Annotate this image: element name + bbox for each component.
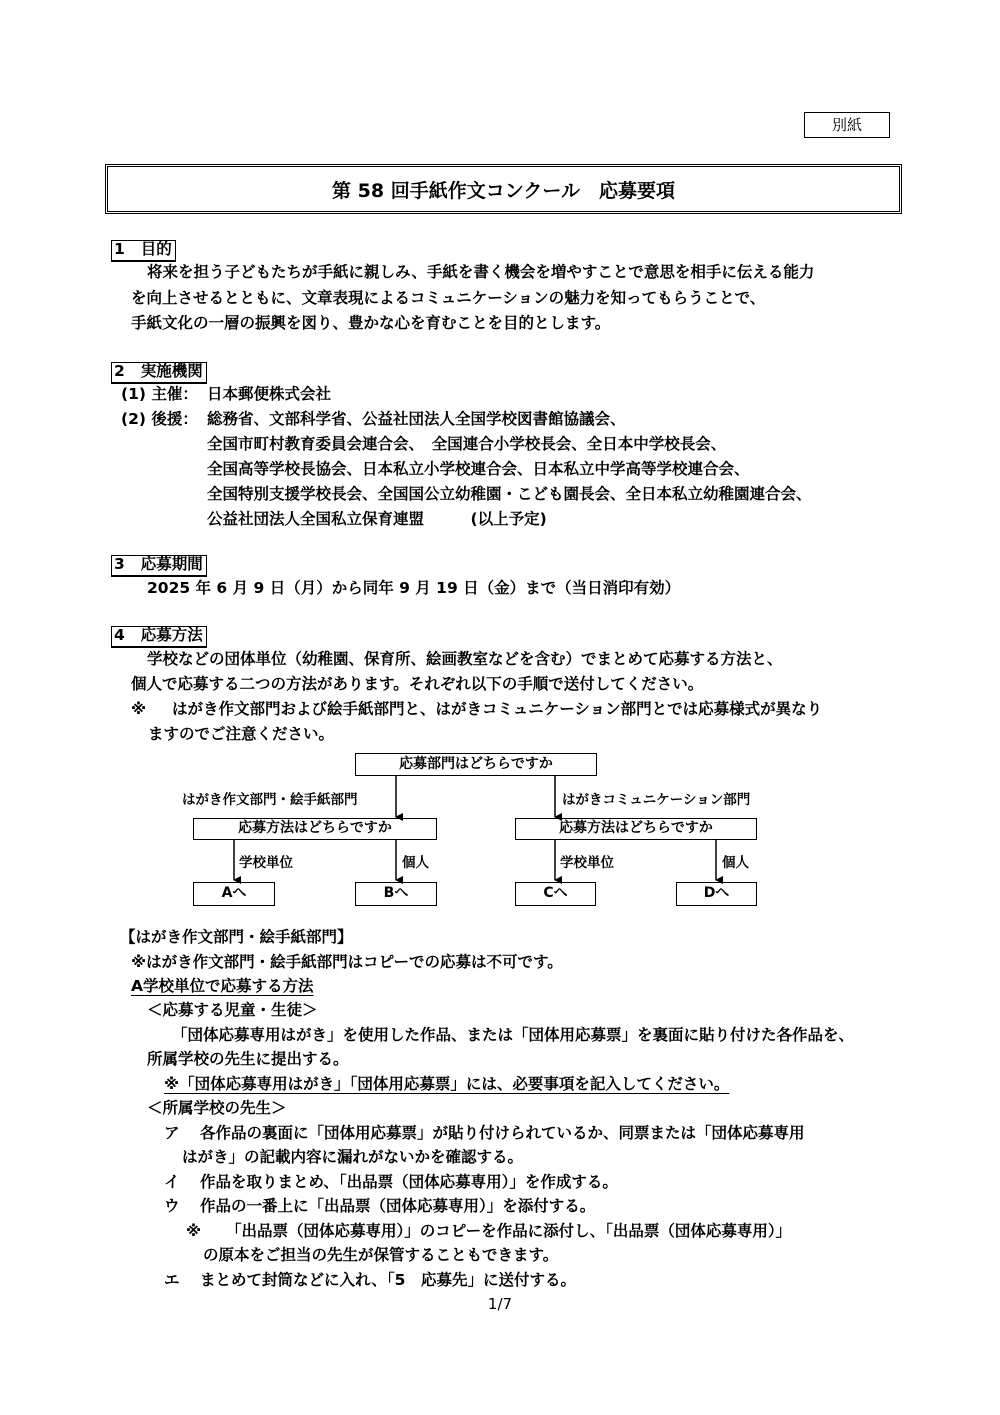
application-period: 2025 年 6 月 9 日（月）から同年 9 月 19 日（金）まで（当日消印有効） [147,579,681,597]
support-line-5: 公益社団法人全国私立保育連盟 (以上予定) [207,510,547,528]
item-mark-u: ウ [164,1197,180,1215]
support-line-2: 全国市町村教育委員会連合会、 全国連合小学校長会、全日本中学校長会、 [207,435,727,453]
flow-school-label-right: 学校単位 [560,855,614,871]
teacher-heading: ＜所属学校の先生＞ [147,1099,287,1117]
section-number: 3 [114,555,125,573]
flow-result-a: Aへ [193,882,275,906]
host-label: (1) 主催： [121,385,198,403]
method-line-1: 学校などの団体単位（幼稚園、保育所、絵画教室などを含む）でまとめて応募する方法と、 [147,650,783,668]
page-number: 1/7 [487,1295,513,1313]
method-note-line-2: ますのでご注意ください。 [148,725,335,743]
host-value: 日本郵便株式会社 [207,385,332,403]
flow-individual-label-left: 個人 [402,855,429,871]
item-note-line-1: 「出品票（団体応募専用）」のコピーを作品に添付し、「出品票（団体応募専用）」 [226,1222,792,1240]
item-mark-note: ※ [186,1222,202,1240]
flow-right-branch-label: はがきコミュニケーション部門 [562,792,751,808]
item-mark-e: エ [164,1271,180,1289]
detail-heading: 【はがき作文部門・絵手紙部門】 [120,928,353,946]
item-e-line-1: まとめて封筒などに入れ、「5 応募先」に送付する。 [200,1271,576,1289]
students-heading: ＜応募する児童・生徒＞ [147,1001,318,1019]
section-title: 目的 [140,240,172,258]
item-mark-i: イ [164,1173,180,1191]
section-title: 実施機関 [140,362,203,380]
item-a-line-1: 各作品の裏面に「団体用応募票」が貼り付けられているか、同票または「団体応募専用 [200,1124,805,1142]
purpose-line-1: 将来を担う子どもたちが手紙に親しみ、手紙を書く機会を増やすことで意思を相手に伝える能力 [147,263,815,281]
document-title: 第 58 回手紙作文コンクール 応募要項 [332,179,675,202]
students-note: ※「団体応募専用はがき」「団体用応募票」には、必要事項を記入してください。 [164,1075,730,1093]
students-line-2: 所属学校の先生に提出する。 [147,1050,349,1068]
flow-individual-label-right: 個人 [722,855,749,871]
method-note-line-1: はがき作文部門および絵手紙部門と、はがきコミュニケーション部門とでは応募様式が異なり [172,700,823,718]
flow-school-label-left: 学校単位 [239,855,293,871]
section-title: 応募方法 [140,626,203,644]
item-u-line-1: 作品の一番上に「出品票（団体応募専用）」を添付する。 [200,1197,596,1215]
students-line-1: 「団体応募専用はがき」を使用した作品、または「団体用応募票」を裏面に貼り付けた各作品を、 [172,1026,855,1044]
method-line-2: 個人で応募する二つの方法があります。それぞれ以下の手順で送付してください。 [131,675,704,693]
item-i-line-1: 作品を取りまとめ、「出品票（団体応募専用）」を作成する。 [200,1173,618,1191]
flow-right-method-question: 応募方法はどちらですか [515,818,757,840]
item-mark-a: ア [164,1124,180,1142]
flow-result-b: Bへ [355,882,437,906]
a-heading: A学校単位で応募する方法 [131,977,314,995]
purpose-line-2: を向上させるとともに、文章表現によるコミュニケーションの魅力を知ってもらうことで、 [131,289,766,307]
item-note-line-2: の原本をご担当の先生が保管することもできます。 [203,1246,559,1264]
section-number: 2 [114,362,125,380]
section-title: 応募期間 [140,555,203,573]
flow-top-question: 応募部門はどちらですか [355,753,597,776]
section-number: 4 [114,626,125,644]
purpose-line-3: 手紙文化の一層の振興を図り、豊かな心を育むことを目的とします。 [131,314,611,332]
support-line-1: 総務省、文部科学省、公益社団法人全国学校図書館協議会、 [207,410,626,428]
support-line-3: 全国高等学校長協会、日本私立小学校連合会、日本私立中学高等学校連合会、 [207,460,750,478]
flow-left-branch-label: はがき作文部門・絵手紙部門 [182,792,358,808]
method-note-mark: ※ [131,700,147,718]
support-line-4: 全国特別支援学校長会、全国国公立幼稚園・こども園長会、全日本私立幼稚園連合会、 [207,485,812,503]
section-number: 1 [114,240,125,258]
flow-left-method-question: 応募方法はどちらですか [193,818,437,840]
flow-result-c: Cへ [515,882,596,906]
item-a-line-2: はがき」の記載内容に漏れがないかを確認する。 [182,1148,524,1166]
attachment-label: 別紙 [804,112,890,138]
support-label: (2) 後援： [121,410,198,428]
flow-result-d: Dへ [676,882,757,906]
copy-note: ※はがき作文部門・絵手紙部門はコピーでの応募は不可です。 [131,953,563,971]
